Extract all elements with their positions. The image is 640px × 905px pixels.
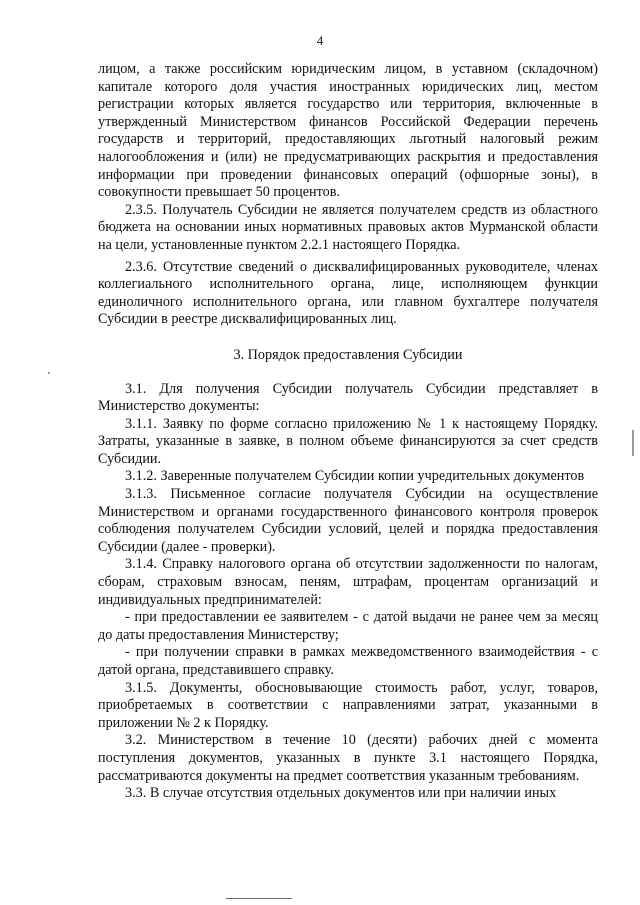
paragraph-3-1-1: 3.1.1. Заявку по форме согласно приложению № 1 к настоящему Порядку. Затраты, указанные в заявке, в полном объеме финансируются за счет средств Субсидии. — [98, 415, 598, 467]
paragraph-3-1: 3.1. Для получения Субсидии получатель Субсидии представляет в Министерство документы: — [98, 380, 598, 415]
paragraph-3-3: 3.3. В случае отсутствия отдельных документов или при наличии иных — [125, 785, 557, 802]
paragraph-3-1-4: 3.1.4. Справку налогового органа об отсутствии задолженности по налогам, сборам, страховым взносам, пеням, штрафам, процентам организаций и индивидуальных предпринимателей: — [98, 556, 598, 608]
paragraph-offshore-continuation: лицом, а также российским юридическим лицом, в уставном (складочном) капитале которого доля участия иностранных юридических лиц, местом регистрации которых является государство или территория, включенные в утвержденный Министерством финансов Российской Федерации перечень государств и территорий, предоставляющих льготный налоговый режим налогообложения и (или) не предусматривающих раскрытия и предоставления информации при проведении финансовых операций (офшорные зоны), в совокупности превышает 50 процентов. — [98, 61, 598, 201]
page-number: 4 — [316, 33, 324, 48]
paragraph-3-1-5: 3.1.5. Документы, обосновывающие стоимость работ, услуг, товаров, приобретаемых в соответствии с направлениями затрат, указанными в приложении № 2 к Порядку. — [98, 679, 598, 731]
scan-artifact-dot — [48, 372, 50, 374]
scan-artifact-mark — [632, 430, 634, 456]
list-item-interagency: - при получении справки в рамках межведомственного взаимодействия - с датой органа, представившего справку. — [98, 644, 598, 678]
paragraph-2-3-6: 2.3.6. Отсутствие сведений о дисквалифицированных руководителе, членах коллегиального исполнительного органа, лице, исполняющем функции единоличного исполнительного органа, или главном бухгалтере получателя Субсидии в реестре дисквалифицированных лиц. — [98, 258, 598, 328]
paragraph-2-3-5: 2.3.5. Получатель Субсидии не является получателем средств из областного бюджета на основании иных нормативных правовых актов Мурманской области на цели, установленные пунктом 2.2.1 настоящего Порядка. — [98, 201, 598, 253]
document-body — [98, 61, 598, 803]
section-heading: 3. Порядок предоставления Субсидии — [233, 346, 463, 363]
paragraph-3-2: 3.2. Министерством в течение 10 (десяти) рабочих дней с момента поступления документов, указанных в пункте 3.1 настоящего Порядка, рассматриваются документы на предмет соответствия указанным требованиям. — [98, 732, 598, 784]
paragraph-3-1-3: 3.1.3. Письменное согласие получателя Субсидии на осуществление Министерством и органами государственного финансового контроля проверок соблюдения получателем Субсидии условий, целей и порядка предоставления Субсидии (далее - проверки). — [98, 486, 598, 555]
list-item-applicant: - при предоставлении ее заявителем - с датой выдачи не ранее чем за месяц до даты предоставления Министерству; — [98, 609, 598, 643]
footer-rule — [226, 898, 292, 899]
paragraph-3-1-2: 3.1.2. Заверенные получателем Субсидии копии учредительных документов — [125, 468, 585, 485]
